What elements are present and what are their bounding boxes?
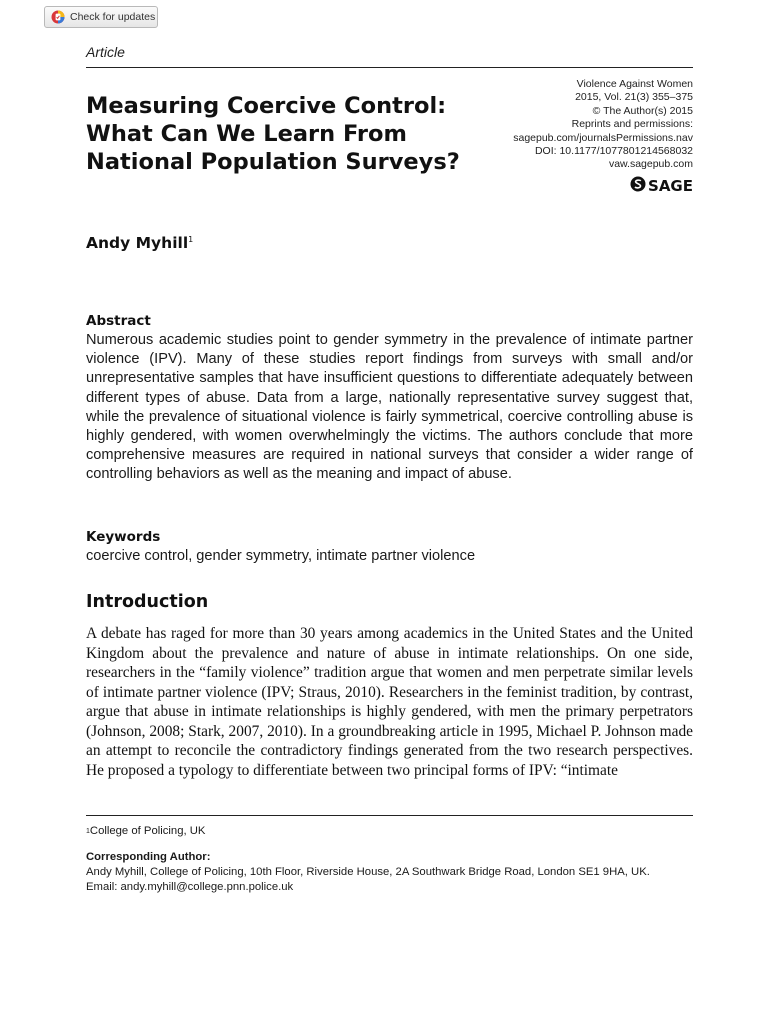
- journal-reprints: Reprints and permissions:: [571, 118, 693, 131]
- author-affiliation-marker: 1: [188, 235, 194, 244]
- introduction-heading: Introduction: [86, 592, 209, 612]
- journal-name: Violence Against Women: [576, 78, 693, 90]
- affiliation-footnote: [86, 824, 693, 839]
- journal-copyright: © The Author(s) 2015: [592, 104, 693, 117]
- journal-website[interactable]: vaw.sagepub.com: [608, 158, 693, 171]
- journal-info: [473, 78, 693, 172]
- footnote-rule: [86, 815, 693, 816]
- sage-logo-icon: [630, 176, 646, 196]
- abstract-heading: Abstract: [86, 313, 151, 329]
- author-name: [86, 234, 193, 252]
- corresponding-author-address: Andy Myhill, College of Policing, 10th Floor, Riverside House, 2A Southwark Bridge Road, London SE1 9HA, UK.: [86, 866, 650, 878]
- journal-volume: 2015, Vol. 21(3) 355–375: [575, 91, 693, 104]
- keywords-text: coercive control, gender symmetry, intimate partner violence: [86, 548, 476, 564]
- affiliation-footnote-marker: 1: [86, 828, 90, 835]
- keywords-heading: Keywords: [86, 529, 161, 545]
- check-for-updates-label: Check for updates: [70, 11, 156, 23]
- introduction-text: A debate has raged for more than 30 years among academics in the United States and the United Kingdom about the prevalence and nature of abuse in intimate relationships. On one side, researchers in the “family violence” tradition argue that women and men perpetrate similar levels of intimate partner violence (IPV; Straus, 2010). Researchers in the feminist tradition, by contrast, argue that abuse in intimate relationships is highly gendered, with men the primary perpetrators (Johnson, 2008; Stark, 2007, 2010). In a groundbreaking article in 1995, Michael P. Johnson made an attempt to reconcile the contradictory findings generated from the two research perspectives. He proposed a typology to differentiate between two principal forms of IPV: “intimate: [86, 625, 693, 779]
- journal-doi[interactable]: DOI: 10.1177/1077801214568032: [534, 145, 693, 158]
- corresponding-author-label: Corresponding Author:: [86, 851, 211, 863]
- corresponding-author-email[interactable]: Email: andy.myhill@college.pnn.police.uk: [86, 881, 294, 893]
- article-title: Measuring Coercive Control: What Can We Learn From National Population Surveys?: [86, 93, 460, 175]
- author-name-text: Andy Myhill: [86, 234, 189, 252]
- affiliation-footnote-text: College of Policing, UK: [89, 825, 206, 837]
- sage-logo-text: SAGE: [648, 177, 693, 195]
- check-for-updates-button[interactable]: [44, 6, 158, 28]
- article-type-label: Article: [86, 44, 125, 60]
- journal-permissions-link[interactable]: sagepub.com/journalsPermissions.nav: [513, 131, 693, 144]
- crossmark-icon: [51, 10, 65, 24]
- header-rule: [86, 67, 693, 68]
- abstract-text: Numerous academic studies point to gender symmetry in the prevalence of intimate partner violence (IPV). Many of these studies report findings from surveys with small and/or unrepresentative samples that have insufficient questions to differentiate adequately between different types of abuse. Data from a large, nationally representative survey suggest that, while the prevalence of situational violence is fairly symmetrical, coercive controlling abuse is highly gendered, with women overwhelmingly the victims. The authors conclude that more comprehensive measures are required in national surveys that consider a wider range of controlling behaviors as well as the meaning and impact of abuse.: [86, 332, 693, 483]
- sage-logo: [630, 176, 693, 196]
- corresponding-author-block: [86, 850, 693, 895]
